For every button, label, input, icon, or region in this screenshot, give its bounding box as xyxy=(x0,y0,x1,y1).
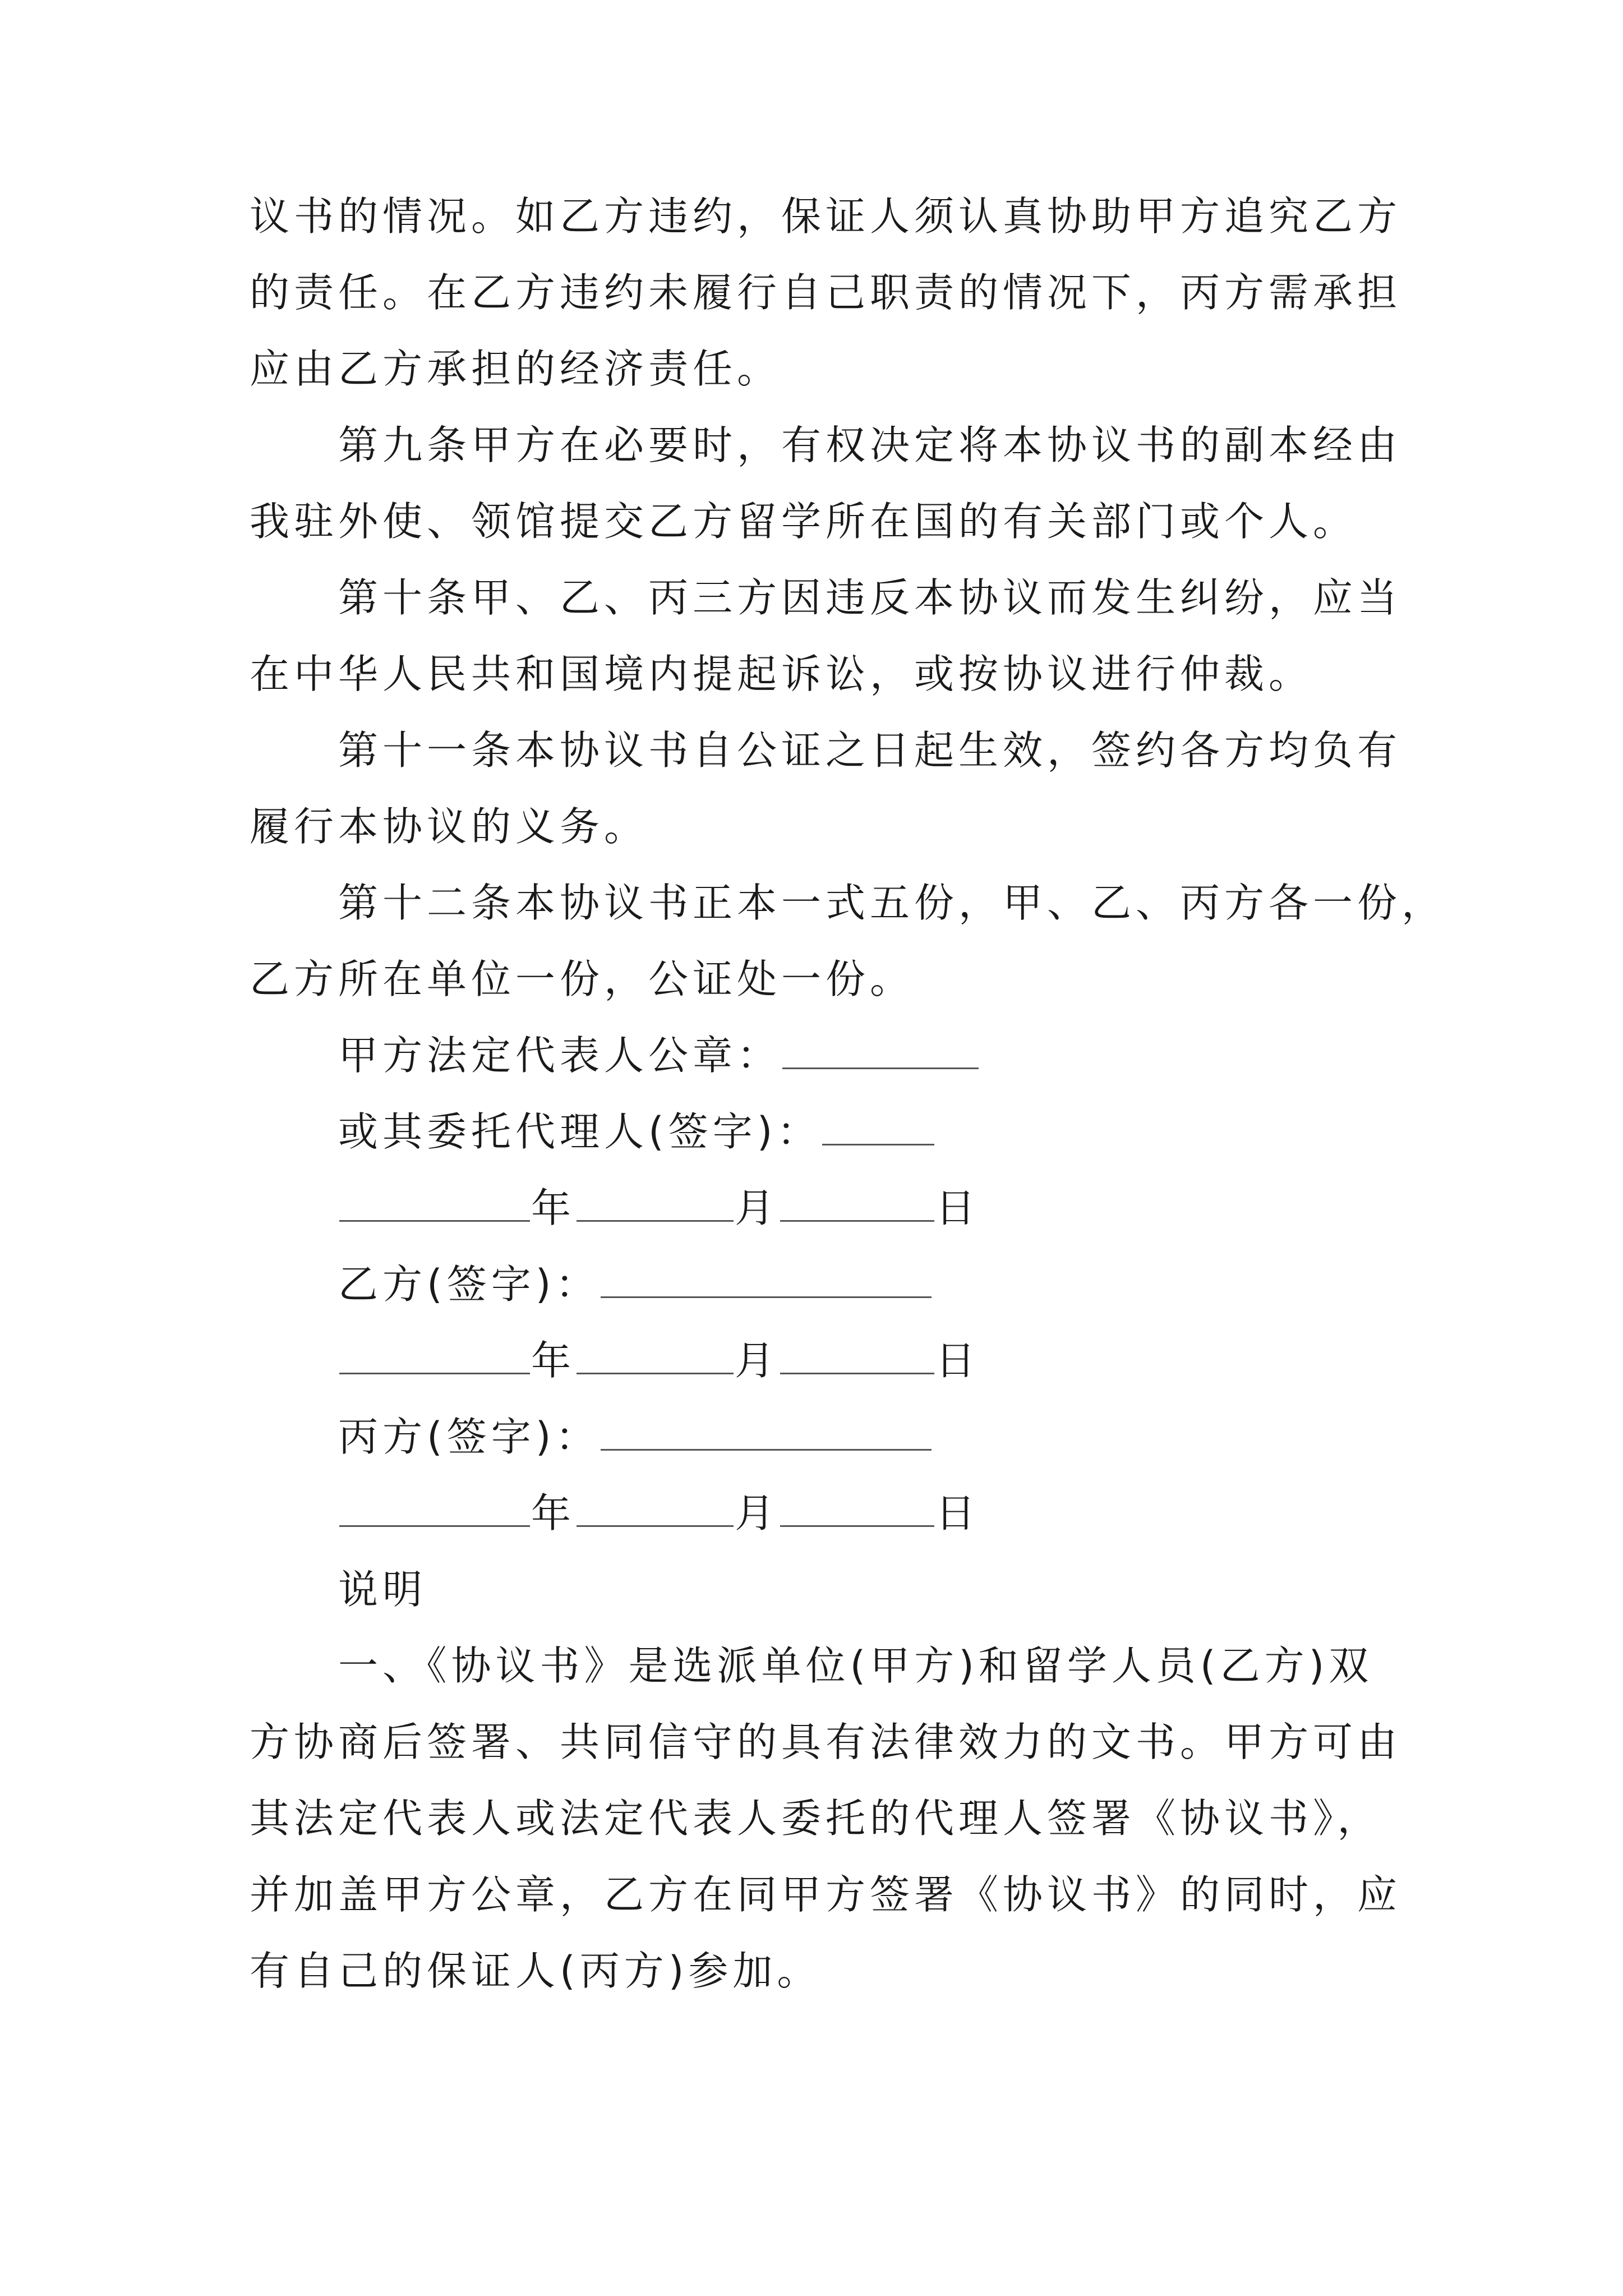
year-label: 年 xyxy=(531,1490,576,1536)
day-blank[interactable] xyxy=(780,1330,934,1374)
paragraph-line: 乙方所在单位一份，公证处一份。 xyxy=(250,956,915,1002)
month-label: 月 xyxy=(735,1185,780,1231)
article-9-line: 第九条甲方在必要时，有权决定将本协议书的副本经由 xyxy=(338,422,1402,468)
day-blank[interactable] xyxy=(780,1483,934,1527)
article-11-line: 第十一条本协议书自公证之日起生效，签约各方均负有 xyxy=(338,727,1402,774)
notes-heading: 说明 xyxy=(338,1566,427,1613)
party-b-row xyxy=(250,1246,1388,1323)
month-label: 月 xyxy=(735,1490,780,1536)
month-blank[interactable] xyxy=(577,1330,734,1374)
party-a-agent-blank[interactable] xyxy=(822,1101,934,1145)
notes-line: 其法定代表人或法定代表人委托的代理人签署《协议书》， xyxy=(250,1795,1382,1842)
notes-line: 一、《协议书》是选派单位(甲方)和留学人员(乙方)双 xyxy=(338,1642,1373,1689)
paragraph-line: 履行本协议的义务。 xyxy=(250,803,649,850)
year-blank[interactable] xyxy=(339,1330,530,1374)
article-10-line: 第十条甲、乙、丙三方因违反本协议而发生纠纷，应当 xyxy=(338,574,1402,621)
day-label: 日 xyxy=(935,1337,980,1384)
party-c-row xyxy=(250,1399,1388,1475)
party-a-agent-label: 或其委托代理人(签字)： xyxy=(338,1108,822,1155)
year-blank[interactable] xyxy=(339,1177,530,1222)
paragraph-line: 议书的情况。如乙方违约，保证人须认真协助甲方追究乙方 xyxy=(250,193,1402,240)
party-a-seal-row xyxy=(250,1018,1388,1094)
month-label: 月 xyxy=(735,1337,780,1384)
year-blank[interactable] xyxy=(339,1483,530,1527)
day-blank[interactable] xyxy=(780,1177,934,1222)
party-a-date-row xyxy=(250,1170,1388,1246)
party-c-label: 丙方(签字)： xyxy=(338,1414,600,1460)
year-label: 年 xyxy=(531,1337,576,1384)
day-label: 日 xyxy=(935,1490,980,1536)
paragraph-line: 应由乙方承担的经济责任。 xyxy=(250,346,782,392)
party-c-blank[interactable] xyxy=(601,1406,932,1451)
party-a-seal-label: 甲方法定代表人公章： xyxy=(338,1032,782,1079)
paragraph-line: 的责任。在乙方违约未履行自己职责的情况下，丙方需承担 xyxy=(250,269,1402,316)
paragraph-line: 我驻外使、领馆提交乙方留学所在国的有关部门或个人。 xyxy=(250,498,1358,545)
party-b-label: 乙方(签字)： xyxy=(338,1261,600,1308)
party-a-agent-row xyxy=(250,1094,1388,1170)
notes-line: 方协商后签署、共同信守的具有法律效力的文书。甲方可由 xyxy=(250,1719,1402,1765)
party-a-seal-blank[interactable] xyxy=(782,1025,979,1069)
document-body xyxy=(250,178,1446,2009)
month-blank[interactable] xyxy=(577,1177,734,1222)
paragraph-line: 在中华人民共和国境内提起诉讼，或按协议进行仲裁。 xyxy=(250,651,1313,697)
month-blank[interactable] xyxy=(577,1483,734,1527)
party-b-date-row xyxy=(250,1323,1388,1399)
party-b-blank[interactable] xyxy=(601,1254,932,1298)
year-label: 年 xyxy=(531,1185,576,1231)
notes-line: 有自己的保证人(丙方)参加。 xyxy=(250,1948,822,1994)
party-c-date-row xyxy=(250,1475,1388,1552)
article-12-line: 第十二条本协议书正本一式五份，甲、乙、丙方各一份， xyxy=(338,880,1446,926)
day-label: 日 xyxy=(935,1185,980,1231)
notes-line: 并加盖甲方公章，乙方在同甲方签署《协议书》的同时，应 xyxy=(250,1871,1402,1918)
